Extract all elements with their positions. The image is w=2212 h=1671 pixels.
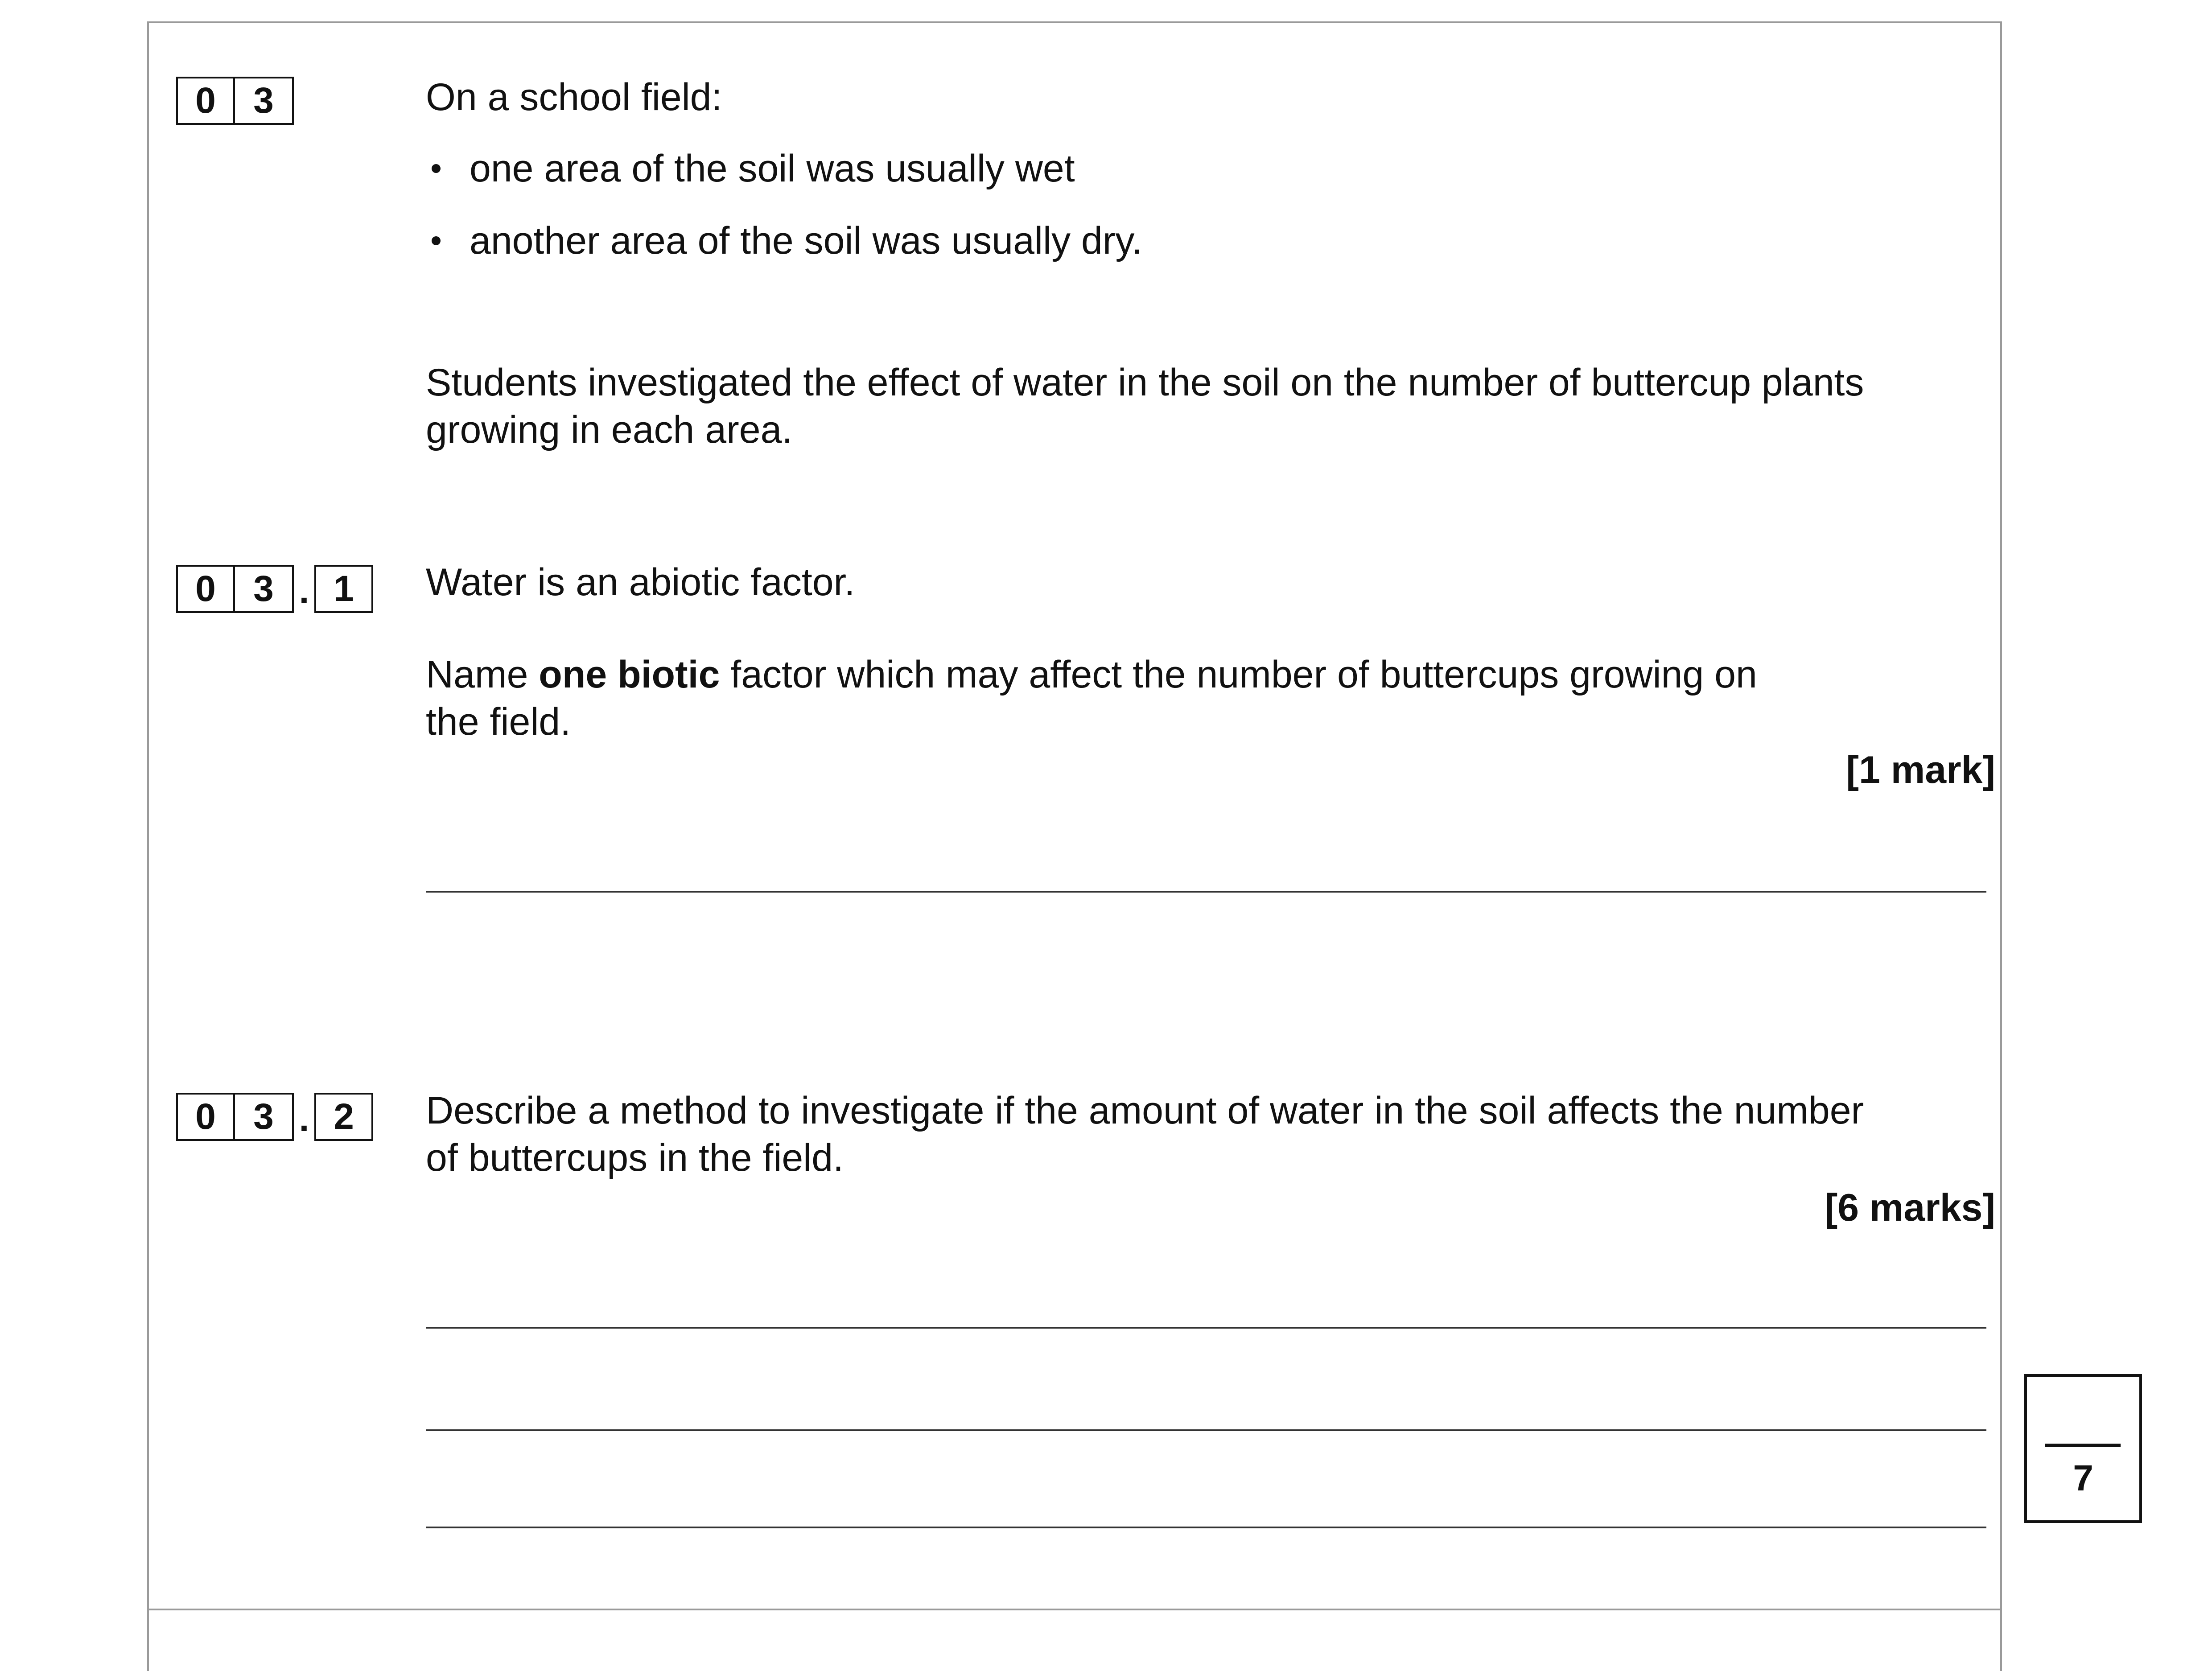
question-number-03	[176, 77, 294, 125]
question-03-2-marks: [6 marks]	[1825, 1186, 1995, 1229]
answer-line[interactable]	[426, 891, 1986, 893]
question-03-context-line1: Students investigated the effect of water in the soil on the number of buttercup plants	[426, 361, 1864, 404]
question-digit-box: 3	[235, 1093, 294, 1141]
score-entry-line[interactable]	[2045, 1444, 2121, 1447]
question-digit-box: 0	[176, 77, 235, 125]
question-number-03-2	[176, 1091, 373, 1143]
page-score-box	[2024, 1374, 2142, 1523]
bullet-dot-icon	[432, 164, 441, 173]
question-03-bullet-wet: one area of the soil was usually wet	[470, 147, 1075, 190]
question-03-2-prompt-line2: of buttercups in the field.	[426, 1136, 844, 1179]
question-03-context-line2: growing in each area.	[426, 408, 793, 451]
question-digit-box: 3	[235, 565, 294, 613]
prompt-text: factor which may affect the number of buttercups growing on	[720, 653, 1757, 696]
question-03-bullet-dry: another area of the soil was usually dry.	[470, 219, 1142, 262]
bullet-dot-icon	[432, 236, 441, 245]
question-separator: .	[299, 1099, 309, 1139]
question-subpart-box: 2	[314, 1093, 373, 1141]
question-digit-box: 0	[176, 565, 235, 613]
question-number-03-1	[176, 563, 373, 615]
question-03-1-prompt-line1	[426, 651, 1757, 698]
question-subpart-box: 1	[314, 565, 373, 613]
question-03-intro: On a school field:	[426, 76, 722, 119]
prompt-text: Name	[426, 653, 539, 696]
prompt-emphasis: one biotic	[539, 653, 720, 696]
question-digit-box: 0	[176, 1093, 235, 1141]
page-frame	[147, 21, 2002, 1671]
answer-line[interactable]	[426, 1327, 1986, 1329]
answer-line[interactable]	[426, 1527, 1986, 1528]
question-03-1-marks: [1 mark]	[1846, 749, 1995, 791]
question-separator: .	[299, 571, 309, 611]
question-03-2-prompt-line1: Describe a method to investigate if the amount of water in the soil affects the number	[426, 1089, 1864, 1132]
page-bottom-rule	[147, 1609, 2002, 1610]
answer-line[interactable]	[426, 1429, 1986, 1431]
question-03-1-statement: Water is an abiotic factor.	[426, 561, 855, 604]
question-digit-box: 3	[235, 77, 294, 125]
score-total: 7	[2073, 1458, 2093, 1498]
question-03-1-prompt-line2: the field.	[426, 700, 571, 743]
